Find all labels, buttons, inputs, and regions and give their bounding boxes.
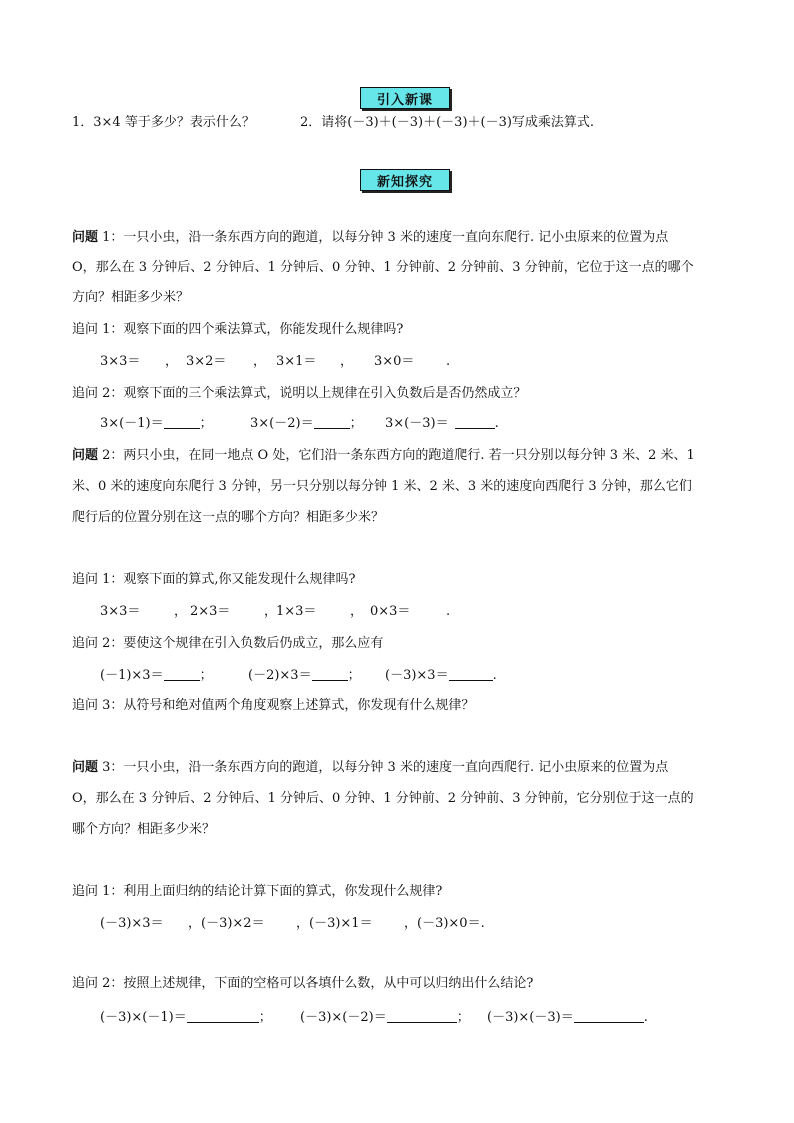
problem-label: 问题 — [72, 760, 99, 775]
answer-blank[interactable] — [449, 666, 493, 681]
p2-followup-2-e3: (－3)×3＝ — [385, 668, 449, 683]
section-title-intro — [360, 87, 450, 109]
section-title-intro-text: 引入新课 — [376, 92, 433, 108]
p3-followup-2-row-c — [487, 1008, 648, 1028]
p2-followup-1-label: 追问 1：观察下面的算式,你又能发现什么规律吗? — [72, 572, 356, 587]
p1-followup-1-sep1: ， — [165, 354, 179, 369]
p3-followup-1-e3: ，(－3)×1＝ — [296, 916, 373, 931]
intro-question-1: 1．3×4 等于多少？表示什么？ — [72, 115, 255, 130]
problem-3-line-2: O，那么在 3 分钟后、2 分钟后、1 分钟后、0 分钟、1 分钟前、2 分钟前、3 分钟前，它分别位于这一点的 — [72, 791, 694, 806]
p2-followup-1-sep1: ， — [174, 604, 188, 619]
p2-followup-1-e2: 2×3＝ — [190, 604, 231, 619]
answer-blank[interactable] — [312, 666, 348, 681]
p1-followup-2-row-b — [250, 414, 363, 434]
intro-question-2: 2．请将(－3)＋(－3)＋(－3)＋(－3)写成乘法算式. — [300, 115, 595, 130]
p3-followup-2-label: 追问 2：按照上述规律，下面的空格可以各填什么数，从中可以归纳出什么结论? — [72, 976, 534, 991]
p2-followup-2-label: 追问 2：要使这个规律在引入负数后仍成立，那么应有 — [72, 636, 384, 651]
p1-followup-2-e1: 3×(－1)＝ — [100, 416, 164, 431]
separator: ； — [199, 416, 213, 431]
p2-followup-2-row-b — [248, 666, 361, 686]
separator: ； — [456, 1010, 470, 1025]
p3-followup-2-e2: (－3)×(－2)＝ — [300, 1010, 387, 1025]
p2-followup-1-sep2: ， — [264, 604, 278, 619]
section-title-explore — [360, 169, 450, 191]
p1-followup-1-sep3: ， — [340, 354, 354, 369]
section-title-explore-text: 新知探究 — [376, 174, 433, 190]
p1-followup-2-row — [100, 414, 213, 434]
p3-followup-1-e4: ，(－3)×0＝. — [404, 916, 485, 931]
p1-followup-1-label: 追问 1：观察下面的四个乘法算式，你能发现什么规律吗? — [72, 322, 404, 337]
p1-followup-1-e3: 3×1＝ — [276, 354, 317, 369]
problem-1-line-2: O，那么在 3 分钟后、2 分钟后、1 分钟后、0 分钟、1 分钟前、2 分钟前、3 分钟前，它位于这一点的哪个 — [72, 260, 694, 275]
separator: ； — [349, 416, 363, 431]
answer-blank[interactable] — [455, 414, 495, 429]
p1-followup-2-label: 追问 2：观察下面的三个乘法算式，说明以上规律在引入负数后是否仍然成立？ — [72, 386, 527, 401]
separator: ； — [347, 668, 361, 683]
separator: ； — [258, 1010, 272, 1025]
p1-followup-2-e3: 3×(－3)＝ — [385, 416, 449, 431]
p2-followup-3-label: 追问 3：从符号和绝对值两个角度观察上述算式，你发现有什么规律？ — [72, 698, 475, 713]
problem-1-line-1 — [72, 228, 668, 248]
p3-followup-2-e1: (－3)×(－1)＝ — [100, 1010, 187, 1025]
p2-followup-2-row-c — [385, 666, 497, 686]
p1-followup-2-row-c — [385, 414, 499, 434]
p2-followup-1-e4: 0×3＝ — [370, 604, 411, 619]
p1-followup-1-e2: 3×2＝ — [186, 354, 227, 369]
answer-blank[interactable] — [164, 414, 200, 429]
p2-followup-2-row — [100, 666, 213, 686]
problem-1-text-1: 1：一只小虫，沿一条东西方向的跑道，以每分钟 3 米的速度一直向东爬行. 记小虫原来的位置为点 — [98, 230, 669, 245]
p1-followup-2-e2: 3×(－2)＝ — [250, 416, 314, 431]
answer-blank[interactable] — [314, 414, 350, 429]
problem-2-line-2: 米、0 米的速度向东爬行 3 分钟，另一只分别以每分钟 1 米、2 米、3 米的速度向西爬行 3 分钟，那么它们 — [72, 479, 692, 494]
separator: . — [492, 668, 497, 683]
separator: . — [643, 1010, 648, 1025]
p2-followup-1-end: . — [446, 604, 451, 619]
p3-followup-2-row-b — [300, 1008, 470, 1028]
separator: . — [494, 416, 499, 431]
p2-followup-2-e1: (－1)×3＝ — [100, 668, 164, 683]
problem-3-line-3: 哪个方向？相距多少米？ — [72, 822, 216, 837]
separator: ； — [199, 668, 213, 683]
problem-label: 问题 — [72, 448, 99, 463]
answer-blank[interactable] — [387, 1008, 457, 1023]
p2-followup-1-sep3: ， — [350, 604, 364, 619]
problem-3-text-1: 3：一只小虫，沿一条东西方向的跑道，以每分钟 3 米的速度一直向西爬行. 记小虫原来的位置为点 — [98, 760, 669, 775]
problem-label: 问题 — [72, 230, 99, 245]
problem-2-text-1: 2：两只小虫，在同一地点 O 处，它们沿一条东西方向的跑道爬行. 若一只分别以每分钟 3 米、2 米、1 — [98, 448, 695, 463]
p3-followup-2-e3: (－3)×(－3)＝ — [487, 1010, 574, 1025]
p3-followup-1-e2: ，(－3)×2＝ — [188, 916, 265, 931]
p3-followup-1-label: 追问 1：利用上面归纳的结论计算下面的算式，你发现什么规律? — [72, 884, 443, 899]
answer-blank[interactable] — [164, 666, 200, 681]
p1-followup-1-e1: 3×3＝ — [100, 354, 141, 369]
p2-followup-1-e3: 1×3＝ — [276, 604, 317, 619]
p3-followup-1-e1: (－3)×3＝ — [100, 916, 164, 931]
answer-blank[interactable] — [187, 1008, 259, 1023]
p2-followup-2-e2: (－2)×3＝ — [248, 668, 312, 683]
p3-followup-2-row — [100, 1008, 272, 1028]
problem-1-line-3: 方向？相距多少米？ — [72, 290, 190, 305]
p2-followup-1-e1: 3×3＝ — [100, 604, 141, 619]
p1-followup-1-e4: 3×0＝ — [374, 354, 415, 369]
answer-blank[interactable] — [574, 1008, 644, 1023]
problem-2-line-3: 爬行后的位置分别在这一点的哪个方向？相距多少米？ — [72, 510, 385, 525]
problem-2-line-1 — [72, 446, 695, 466]
p1-followup-1-sep2: ， — [253, 354, 267, 369]
problem-3-line-1 — [72, 758, 668, 778]
p1-followup-1-end: . — [446, 354, 451, 369]
